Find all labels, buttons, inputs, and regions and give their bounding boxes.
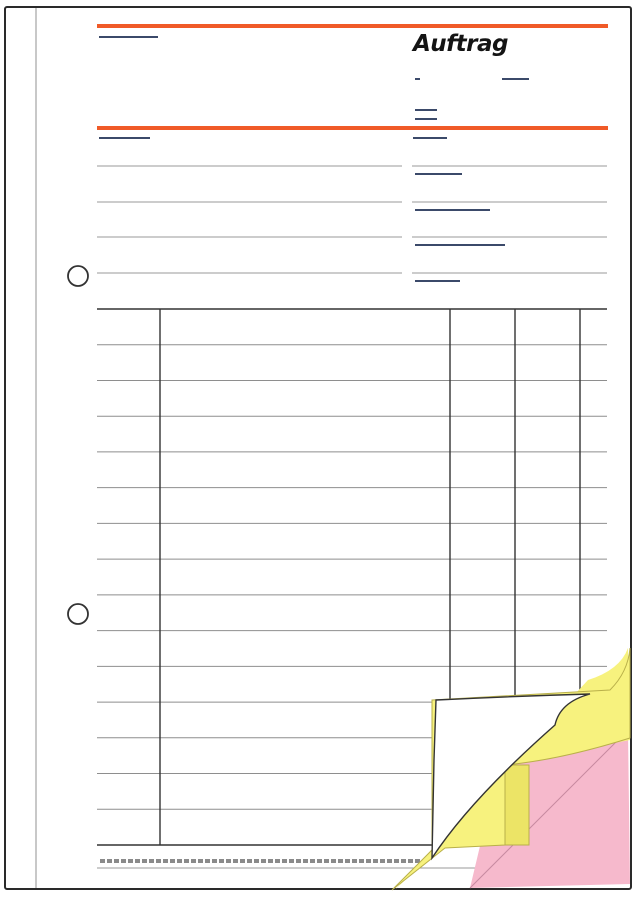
form-title: Auftrag [413, 31, 509, 57]
yellow-tab [505, 765, 529, 845]
punch-hole [68, 266, 88, 286]
header-accent-bar [97, 24, 608, 28]
address-accent-bar [97, 126, 608, 130]
copy-sheets [392, 648, 630, 890]
punch-hole [68, 604, 88, 624]
address-lines [97, 166, 607, 273]
address-labels [99, 138, 505, 281]
